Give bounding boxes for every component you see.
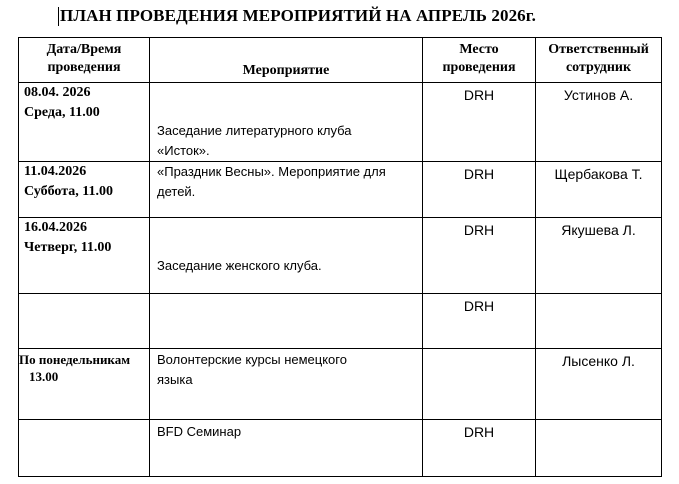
row-place: DRH bbox=[423, 420, 536, 477]
row-time: Среда, 11.00 bbox=[24, 105, 100, 120]
header-date-line1: Дата/Время bbox=[46, 42, 122, 57]
row-event-cell bbox=[150, 420, 423, 477]
row-place: DRH bbox=[423, 294, 536, 349]
table-row bbox=[19, 218, 662, 294]
page-title: ПЛАН ПРОВЕДЕНИЯ МЕРОПРИЯТИЙ НА АПРЕЛЬ 2026г. bbox=[60, 6, 537, 25]
row-event-cell bbox=[150, 349, 423, 420]
row-date: По понедельникам bbox=[19, 352, 131, 367]
header-event-label: Мероприятие bbox=[242, 63, 330, 78]
row-event-line1: BFD Семинар bbox=[157, 424, 242, 439]
text-cursor bbox=[58, 7, 59, 26]
row-responsible bbox=[536, 420, 662, 477]
header-responsible-line1: Ответственный bbox=[548, 42, 649, 57]
row-event-line2: языка bbox=[157, 372, 193, 387]
row-date-cell bbox=[19, 349, 150, 420]
row-date-cell bbox=[19, 218, 150, 294]
header-place bbox=[423, 38, 536, 83]
row-date-cell bbox=[19, 420, 150, 477]
row-responsible: Якушева Л. bbox=[536, 218, 662, 294]
header-date-line2: проведения bbox=[47, 60, 121, 75]
table-row bbox=[19, 420, 662, 477]
row-date: 11.04.2026 bbox=[24, 164, 87, 179]
row-event-line1: Волонтерские курсы немецкого bbox=[157, 352, 347, 367]
row-event-cell bbox=[150, 162, 423, 218]
row-event-line1: «Праздник Весны». Мероприятие для bbox=[157, 164, 386, 179]
header-responsible bbox=[536, 38, 662, 83]
row-event-line2: детей. bbox=[157, 184, 196, 199]
table-row bbox=[19, 349, 662, 420]
header-date bbox=[19, 38, 150, 83]
row-place: DRH bbox=[423, 162, 536, 218]
row-date: 08.04. 2026 bbox=[24, 85, 91, 100]
header-place-line2: проведения bbox=[442, 60, 516, 75]
row-event-line1: Заседание литературного клуба bbox=[157, 123, 352, 138]
row-responsible bbox=[536, 294, 662, 349]
table-row bbox=[19, 83, 662, 162]
table-row bbox=[19, 294, 662, 349]
row-responsible: Устинов А. bbox=[536, 83, 662, 162]
row-date-cell bbox=[19, 83, 150, 162]
header-event bbox=[150, 38, 423, 83]
row-date-cell bbox=[19, 294, 150, 349]
header-place-line1: Место bbox=[459, 42, 499, 57]
header-responsible-line2: сотрудник bbox=[565, 60, 632, 75]
row-time: 13.00 bbox=[29, 369, 59, 384]
row-place: DRH bbox=[423, 218, 536, 294]
row-responsible: Лысенко Л. bbox=[536, 349, 662, 420]
table-header-row bbox=[19, 38, 662, 83]
row-event-cell bbox=[150, 218, 423, 294]
row-time: Суббота, 11.00 bbox=[24, 184, 113, 199]
row-event-line1: Заседание женского клуба. bbox=[157, 258, 322, 273]
row-event-line2: «Исток». bbox=[157, 143, 210, 158]
row-place bbox=[423, 349, 536, 420]
row-date-cell bbox=[19, 162, 150, 218]
row-place: DRH bbox=[423, 83, 536, 162]
events-table bbox=[18, 37, 662, 477]
row-time: Четверг, 11.00 bbox=[24, 240, 112, 255]
row-responsible: Щербакова Т. bbox=[536, 162, 662, 218]
table-row bbox=[19, 162, 662, 218]
row-event-cell bbox=[150, 294, 423, 349]
row-event-cell bbox=[150, 83, 423, 162]
row-date: 16.04.2026 bbox=[24, 220, 87, 235]
